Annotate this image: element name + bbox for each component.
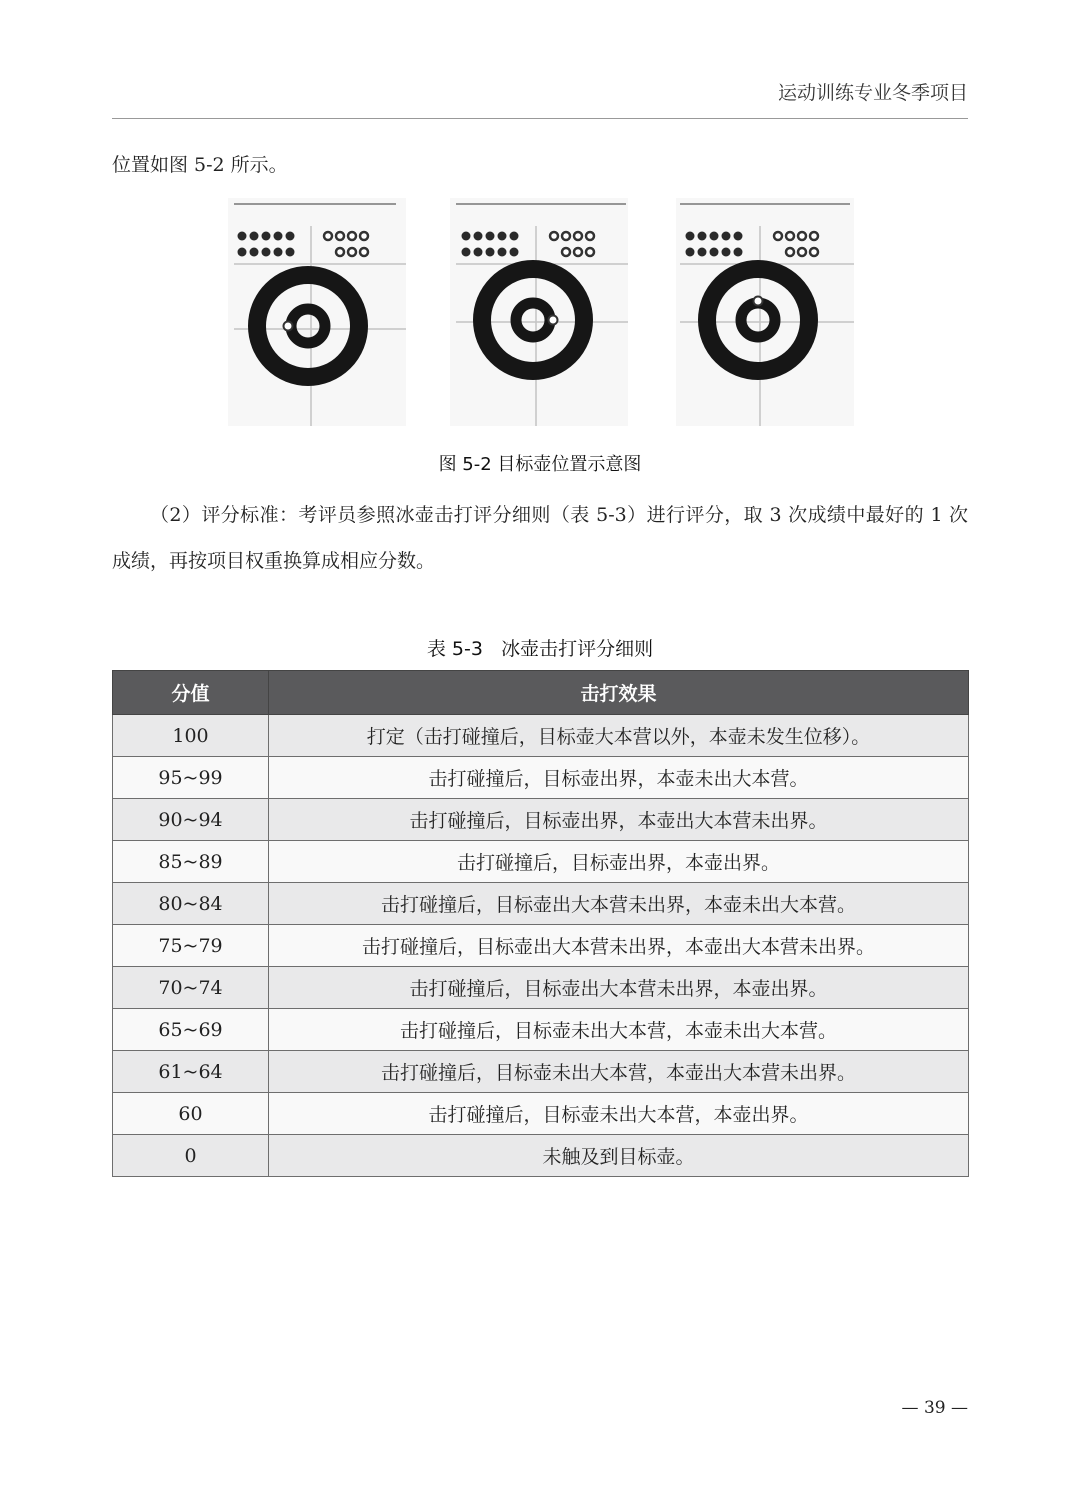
table-row [113, 799, 969, 841]
table-row [113, 883, 969, 925]
score-cell: 0 [113, 1135, 269, 1177]
score-cell: 80~84 [113, 883, 269, 925]
effect-cell: 击打碰撞后，目标壶未出大本营，本壶未出大本营。 [269, 1009, 969, 1051]
table-row [113, 967, 969, 1009]
table-row [113, 1009, 969, 1051]
curling-diagram-1 [228, 198, 406, 426]
table-row [113, 1093, 969, 1135]
table-row [113, 925, 969, 967]
table-row [113, 757, 969, 799]
effect-cell: 未触及到目标壶。 [269, 1135, 969, 1177]
score-cell: 90~94 [113, 799, 269, 841]
figure-caption: 图 5-2 目标壶位置示意图 [438, 454, 642, 475]
effect-cell: 击打碰撞后，目标壶出大本营未出界，本壶出大本营未出界。 [269, 925, 969, 967]
page-number: — 39 — [901, 1398, 968, 1418]
table-row [113, 841, 969, 883]
effect-cell: 击打碰撞后，目标壶出界，本壶出大本营未出界。 [269, 799, 969, 841]
target-stone-figure [228, 198, 858, 426]
header-rule [112, 118, 968, 119]
score-cell: 65~69 [113, 1009, 269, 1051]
table-title: 表 5-3 冰壶击打评分细则 [426, 638, 654, 660]
table-row [113, 1051, 969, 1093]
effect-cell: 击打碰撞后，目标壶出大本营未出界，本壶未出大本营。 [269, 883, 969, 925]
score-cell: 85~89 [113, 841, 269, 883]
curling-diagram-2 [450, 198, 628, 426]
table-row [113, 715, 969, 757]
effect-cell: 打定（击打碰撞后，目标壶大本营以外，本壶未发生位移）。 [269, 715, 969, 757]
curling-diagram-3 [676, 198, 854, 426]
header-score: 分值 [113, 671, 269, 715]
scoring-standard-paragraph: （2）评分标准：考评员参照冰壶击打评分细则（表 5-3）进行评分，取 3 次成绩中最好的 1 次成绩，再按项目权重换算成相应分数。 [112, 504, 968, 572]
effect-cell: 击打碰撞后，目标壶出界，本壶未出大本营。 [269, 757, 969, 799]
score-cell: 70~74 [113, 967, 269, 1009]
score-cell: 75~79 [113, 925, 269, 967]
running-header: 运动训练专业冬季项目 [777, 82, 968, 104]
effect-cell: 击打碰撞后，目标壶未出大本营，本壶出大本营未出界。 [269, 1051, 969, 1093]
score-cell: 60 [113, 1093, 269, 1135]
scoring-table [112, 670, 969, 1177]
intro-text: 位置如图 5-2 所示。 [112, 154, 288, 176]
header-effect: 击打效果 [269, 671, 969, 715]
score-cell: 61~64 [113, 1051, 269, 1093]
table-row [113, 1135, 969, 1177]
score-cell: 100 [113, 715, 269, 757]
score-cell: 95~99 [113, 757, 269, 799]
effect-cell: 击打碰撞后，目标壶出大本营未出界，本壶出界。 [269, 967, 969, 1009]
effect-cell: 击打碰撞后，目标壶未出大本营，本壶出界。 [269, 1093, 969, 1135]
table-header-row [113, 671, 969, 715]
effect-cell: 击打碰撞后，目标壶出界，本壶出界。 [269, 841, 969, 883]
